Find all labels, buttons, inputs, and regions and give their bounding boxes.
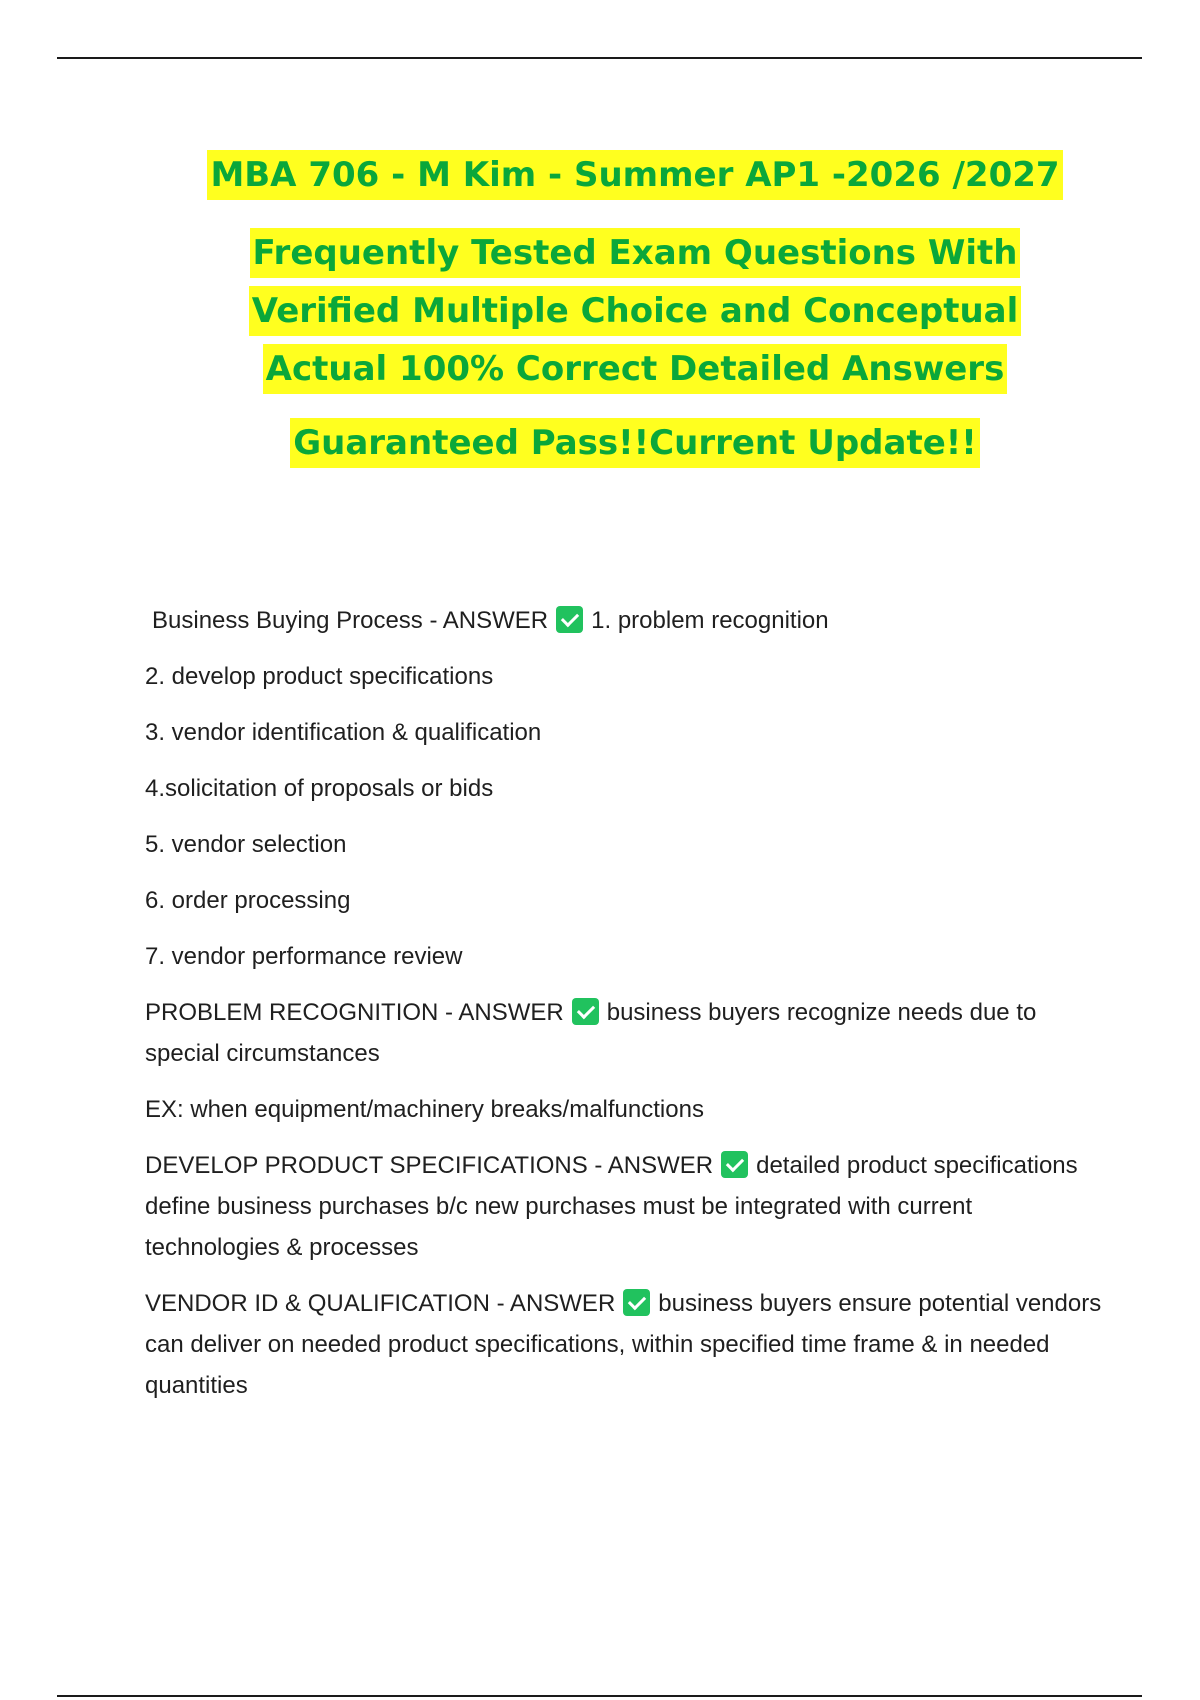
document-title	[0, 150, 1200, 476]
list-item: 2. develop product specifications	[145, 663, 494, 690]
qa-item-vendor-id	[145, 1283, 1105, 1406]
title-line-1: MBA 706 - M Kim - Summer AP1 -2026 /2027	[207, 150, 1062, 200]
qa-answer: detailed product specifications define business purchases b/c new purchases must be integrated with current technologies & processes	[145, 1152, 1078, 1261]
list-item: 6. order processing	[145, 887, 351, 914]
qa-answer: 1. problem recognition	[591, 607, 829, 634]
title-line-3: Verified Multiple Choice and Conceptual	[249, 286, 1022, 336]
qa-item-problem-recognition	[145, 992, 1105, 1074]
check-box-icon	[721, 1151, 748, 1178]
title-line-2: Frequently Tested Exam Questions With	[250, 228, 1021, 278]
check-box-icon	[572, 998, 599, 1025]
qa-term: VENDOR ID & QUALIFICATION - ANSWER	[145, 1290, 616, 1317]
qa-term: Business Buying Process - ANSWER	[152, 607, 549, 634]
check-box-icon	[623, 1289, 650, 1316]
list-item: 5. vendor selection	[145, 831, 347, 858]
title-line-5: Guaranteed Pass!!Current Update!!	[290, 418, 980, 468]
bottom-rule	[57, 1695, 1142, 1697]
qa-example: EX: when equipment/machinery breaks/malfunctions	[145, 1096, 704, 1123]
qa-term: PROBLEM RECOGNITION - ANSWER	[145, 999, 564, 1026]
top-rule	[57, 57, 1142, 59]
list-item: 4.solicitation of proposals or bids	[145, 775, 494, 802]
qa-answer: business buyers ensure potential vendors can deliver on needed product specifications, within specified time frame & in needed quantities	[145, 1290, 1102, 1399]
title-line-4: Actual 100% Correct Detailed Answers	[263, 344, 1008, 394]
qa-term: DEVELOP PRODUCT SPECIFICATIONS - ANSWER	[145, 1152, 714, 1179]
check-box-icon	[556, 606, 583, 633]
qa-answer: business buyers recognize needs due to special circumstances	[145, 999, 1037, 1067]
qa-content	[145, 600, 1105, 1421]
list-item: 3. vendor identification & qualification	[145, 719, 542, 746]
qa-item-develop-specs	[145, 1145, 1105, 1268]
list-item: 7. vendor performance review	[145, 943, 463, 970]
qa-item-buying-process	[152, 600, 1105, 641]
